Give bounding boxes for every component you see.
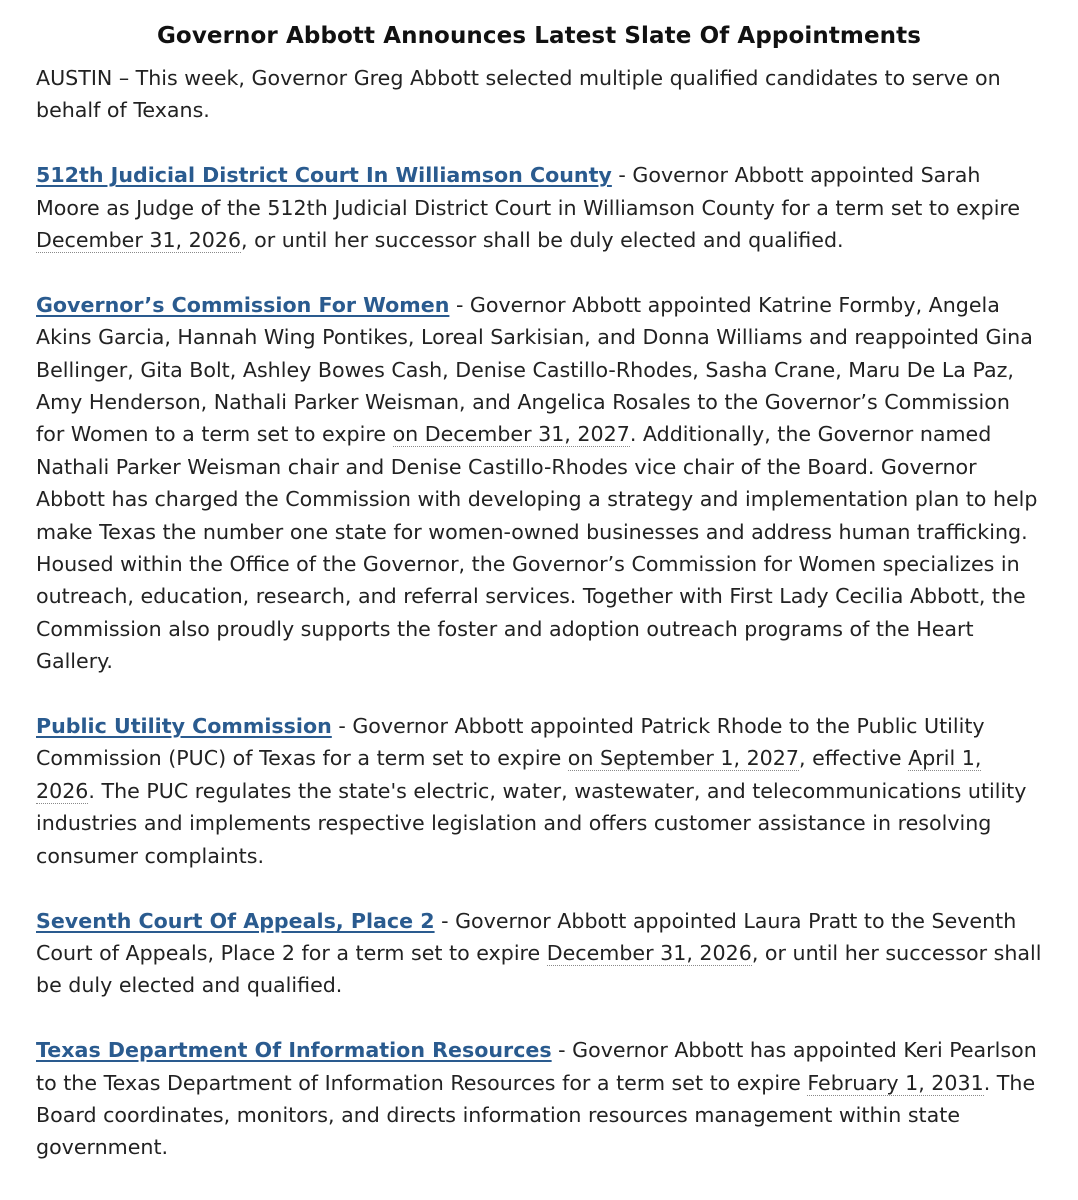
- section-text: - Governor Abbott appointed Sarah Moore as Judge of the 512th Judicial District Court in Williamson County for a term set to expire: [36, 163, 1021, 220]
- section-text: , or until her successor shall be duly elected and qualified.: [241, 228, 844, 253]
- intro-paragraph: AUSTIN – This week, Governor Greg Abbott selected multiple qualified candidates to serve on behalf of Texans.: [36, 66, 1001, 123]
- section-text: . The Board coordinates, monitors, and directs information resources management within state government.: [36, 1070, 1036, 1160]
- section-text: - Governor Abbott appointed Patrick Rhode to the Public Utility Commission (PUC) of Texas for a term set to expire: [36, 714, 985, 771]
- section-judicial-court: [36, 159, 1042, 256]
- section-public-utility-commission: [36, 710, 1042, 872]
- section-text: - Governor Abbott appointed Laura Pratt to the Seventh Court of Appeals, Place 2 for a term set to expire: [36, 908, 1017, 965]
- section-information-resources: [36, 1034, 1042, 1164]
- date-expire: December 31, 2026: [546, 940, 752, 965]
- section-seventh-court-of-appeals: [36, 905, 1042, 1002]
- section-text: . The PUC regulates the state's electric, water, wastewater, and telecommunications utility industries and implements respective legislation and offers customer assistance in resolving consumer complaints.: [36, 778, 1027, 868]
- date-expire: February 1, 2031: [807, 1070, 984, 1095]
- link-public-utility-commission[interactable]: Public Utility Commission: [36, 714, 332, 739]
- date-expire: December 31, 2026: [36, 228, 242, 253]
- section-text: . Additionally, the Governor named Nathali Parker Weisman chair and Denise Castillo-Rhodes vice chair of the Board. Governor Abbott has charged the Commission with developing a strategy and implementation plan to help make Texas the number one state for women-owned businesses and address human trafficking. Housed within the Office of the Governor, the Governor’s Commission for Women specializes in outreach, education, research, and referral services. Together with First Lady Cecilia Abbott, the Commission also proudly supports the foster and adoption outreach programs of the Heart Gallery.: [36, 422, 1038, 674]
- section-commission-for-women: [36, 289, 1042, 678]
- section-text: , effective: [798, 746, 909, 771]
- link-texas-department-of-information-resources[interactable]: Texas Department Of Information Resources: [36, 1038, 552, 1063]
- section-text: , or until her successor shall be duly elected and qualified.: [36, 940, 1042, 998]
- link-seventh-court-of-appeals[interactable]: Seventh Court Of Appeals, Place 2: [36, 908, 435, 933]
- date-expire: on September 1, 2027: [567, 746, 799, 771]
- date-effective: April 1, 2026: [36, 746, 982, 803]
- section-text: - Governor Abbott appointed Katrine Formby, Angela Akins Garcia, Hannah Wing Pontikes, Loreal Sarkisian, and Donna Williams and reappointed Gina Bellinger, Gita Bolt, Ashley Bowes Cash, Denise Castillo-Rhodes, Sasha Crane, Maru De La Paz, Amy Henderson, Nathali Parker Weisman, and Angelica Rosales to the Governor’s Commission for Women to a term set to expire: [36, 292, 1033, 447]
- section-text: - Governor Abbott has appointed Keri Pearlson to the Texas Department of Information Resources for a term set to expire: [36, 1038, 1037, 1095]
- page-title: Governor Abbott Announces Latest Slate Of Appointments: [156, 23, 922, 49]
- date-expire: on December 31, 2027: [392, 422, 630, 447]
- link-governors-commission-for-women[interactable]: Governor’s Commission For Women: [36, 292, 450, 317]
- link-512th-judicial-district-court[interactable]: 512th Judicial District Court In Williamson County: [36, 163, 612, 188]
